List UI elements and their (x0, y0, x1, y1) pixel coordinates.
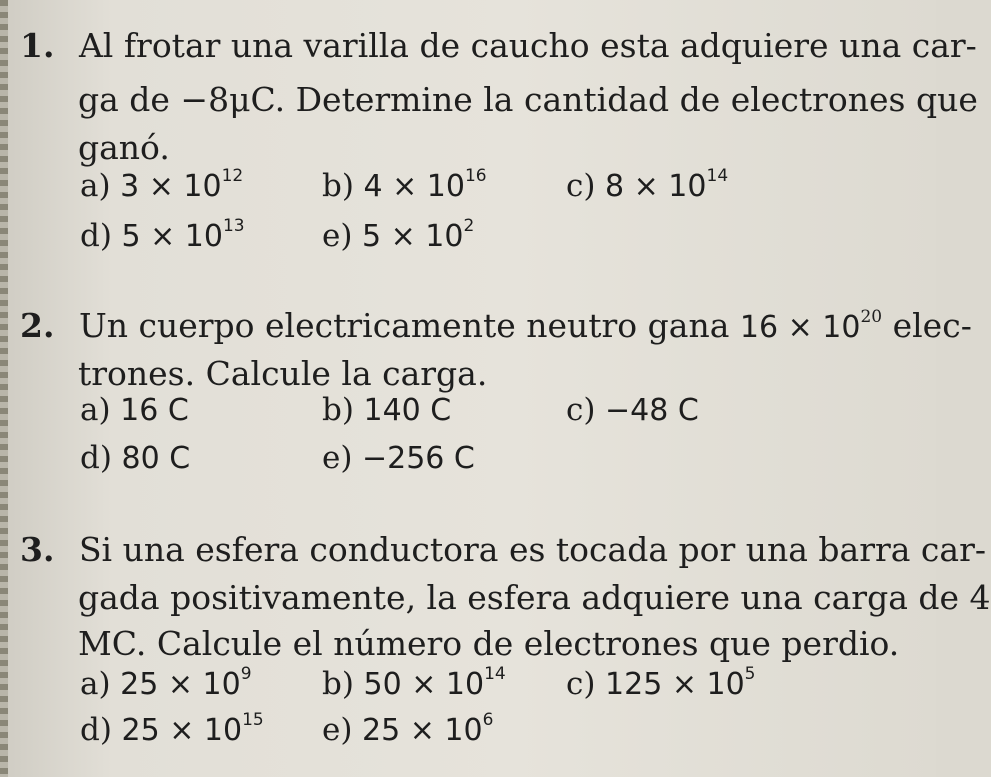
page-binding-edge (0, 0, 8, 777)
q3-option-d[interactable]: d) $25 \times 10^{15}$ (80, 710, 264, 748)
question-2-math: 16 × 10 (739, 310, 861, 345)
question-1-text-3: ganó. (78, 128, 170, 167)
question-1-text-1: Al frotar una varilla de caucho esta adquiere una car- (78, 26, 977, 65)
q3-option-e[interactable]: e) $25 \times 10^6$ (322, 710, 494, 748)
question-3-line-1 (20, 530, 986, 570)
question-1-number: 1. (20, 26, 55, 65)
q3-option-a[interactable]: a) $25 \times 10^9$ (80, 664, 252, 702)
question-2-math-exp: 20 (860, 307, 883, 327)
q2-option-d[interactable]: d) 80 C (80, 440, 191, 476)
q3-option-b[interactable]: b) $50 \times 10^{14}$ (322, 664, 506, 702)
question-2-text-1-end: elec- (892, 306, 972, 345)
question-3-number: 3. (20, 530, 55, 569)
q1-option-c[interactable]: c) $8 \times 10^{14}$ (566, 166, 729, 204)
q2-option-c[interactable]: c) −48 C (566, 392, 699, 428)
question-2-number: 2. (20, 306, 55, 345)
q2-option-e[interactable]: e) −256 C (322, 440, 475, 476)
q2-option-b[interactable]: b) 140 C (322, 392, 452, 428)
question-2-line-1 (20, 306, 972, 348)
q3-option-c[interactable]: c) $125 \times 10^5$ (566, 664, 756, 702)
q1-option-d[interactable]: d) $5 \times 10^{13}$ (80, 216, 245, 254)
q1-option-e[interactable]: e) $5 \times 10^2$ (322, 216, 475, 254)
question-3-text-1: Si una esfera conductora es tocada por una barra car- (78, 530, 987, 569)
q1-option-b[interactable]: b) $4 \times 10^{16}$ (322, 166, 487, 204)
question-2-text-1: Un cuerpo electricamente neutro gana (78, 306, 730, 345)
question-3-text-3: MC. Calcule el número de electrones que perdio. (78, 624, 900, 663)
q1-option-a[interactable]: a) $3 \times 10^{12}$ (80, 166, 244, 204)
question-2-text-2: trones. Calcule la carga. (78, 354, 488, 393)
question-1-line-1 (20, 26, 977, 66)
question-3-text-2: gada positivamente, la esfera adquiere una carga de 4 (78, 578, 991, 617)
q2-option-a[interactable]: a) 16 C (80, 392, 189, 428)
question-1-text-2: ga de −8μC. Determine la cantidad de electrones que (78, 80, 978, 119)
